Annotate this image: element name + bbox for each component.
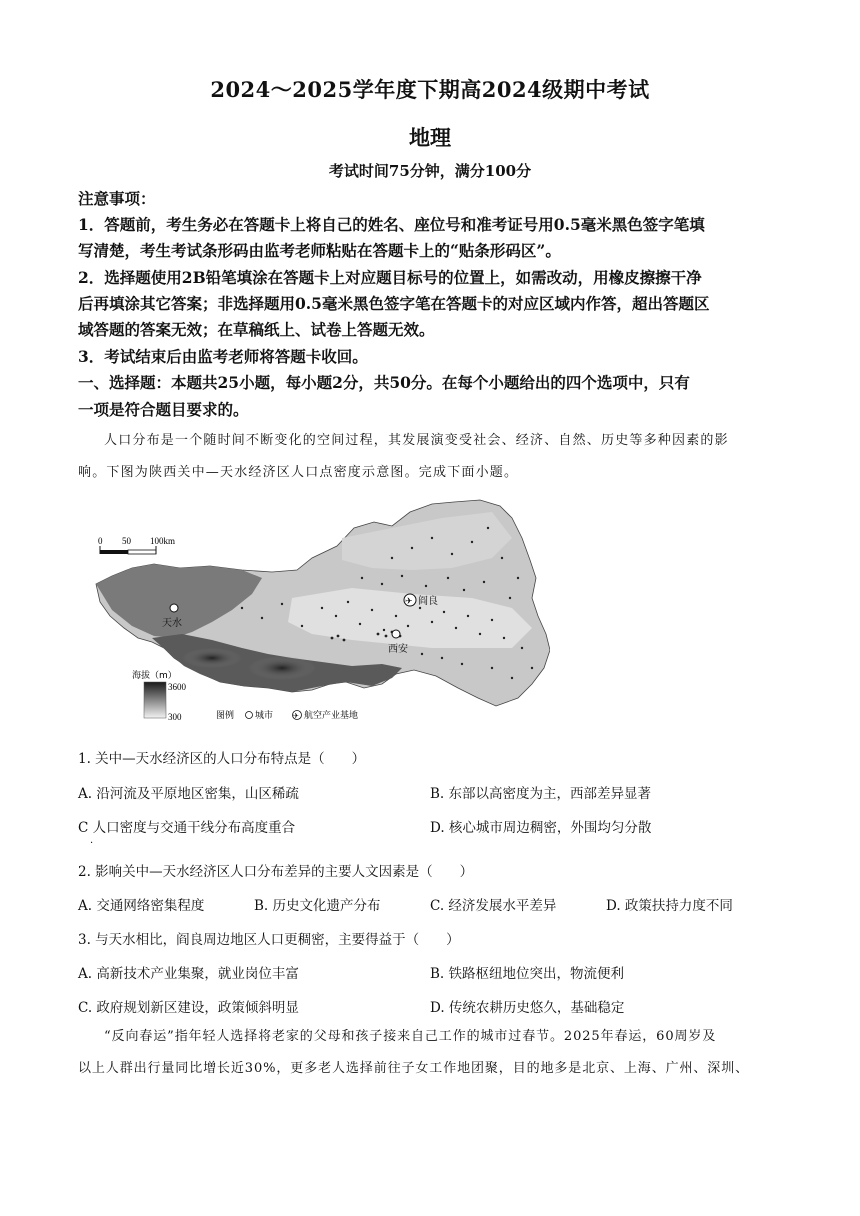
city-label-tianshui: 天水	[162, 618, 182, 629]
notes-heading: 注意事项：	[78, 189, 156, 208]
question-2-option-b: B. 历史文化遗产分布	[254, 898, 381, 914]
question-1-option-c: C 人口密度与交通干线分布高度重合	[78, 820, 296, 836]
question-1-option-a: A. 沿河流及平原地区密集，山区稀疏	[78, 786, 299, 802]
legend-elevation-title: 海拔（m）	[132, 671, 177, 681]
base-label-yanliang: 阎良	[418, 596, 438, 607]
question-3-option-d: D. 传统农耕历史悠久，基础稳定	[430, 1000, 625, 1016]
passage-1-line-1: 人口分布是一个随时间不断变化的空间过程，其发展演变受社会、经济、自然、历史等多种因素的影	[104, 433, 729, 448]
population-density-map	[92, 498, 550, 726]
question-3-option-b: B. 铁路枢纽地位突出，物流便利	[430, 966, 625, 982]
scale-label-100: 100km	[150, 536, 176, 546]
question-1-option-d: D. 核心城市周边稠密，外围均匀分散	[430, 820, 652, 836]
elevation-legend	[132, 669, 187, 722]
option-c-dot-mark: ·	[90, 838, 94, 849]
question-3-option-a: A. 高新技术产业集聚，就业岗位丰富	[78, 966, 299, 982]
exam-time-info: 考试时间75分钟，满分100分	[328, 162, 532, 180]
exam-title: 2024～2025学年度下期高2024级期中考试	[210, 77, 650, 102]
legend-label: 图例	[216, 711, 235, 721]
aviation-base-yanliang	[404, 594, 438, 607]
section-heading-line-1: 一、选择题：本题共25小题，每小题2分，共50分。在每个小题给出的四个选项中，只有	[78, 373, 690, 392]
subject-title: 地理	[409, 125, 451, 150]
scale-label-50: 50	[122, 536, 131, 546]
passage-2-line-1: “反向春运”指年轻人选择将老家的父母和孩子接来自己工作的城市过春节。2025年春运，60周岁及	[104, 1029, 717, 1044]
question-2-stem: 2. 影响关中—天水经济区人口分布差异的主要人文因素是（ ）	[78, 864, 474, 880]
notes-line-4: 后再填涂其它答案；非选择题用0.5毫米黑色签字笔在答题卡的对应区域内作答，超出答题区	[78, 294, 710, 313]
svg-text:✈: ✈	[293, 712, 299, 720]
question-2-option-a: A. 交通网络密集程度	[78, 898, 205, 914]
notes-line-5: 域答题的答案无效；在草稿纸上、试卷上答题无效。	[78, 320, 435, 339]
question-3-option-c: C. 政府规划新区建设，政策倾斜明显	[78, 1000, 299, 1016]
legend-elevation-max: 3600	[168, 682, 186, 692]
passage-2-line-2: 以上人群出行量同比增长近30%，更多老人选择前往子女工作地团聚，目的地多是北京、上海、广州、深圳、	[78, 1061, 749, 1076]
legend-elevation-min: 300	[168, 712, 182, 722]
airplane-icon: ✈	[405, 597, 413, 607]
scale-label-0: 0	[98, 536, 103, 546]
city-label-xian: 西安	[388, 644, 408, 655]
legend-base: 航空产业基地	[304, 711, 359, 721]
scale-bar	[98, 536, 175, 554]
question-2-option-d: D. 政策扶持力度不同	[606, 898, 733, 914]
notes-line-6: 3．考试结束后由监考老师将答题卡收回。	[78, 347, 368, 366]
legend-city: 城市	[255, 711, 274, 721]
legend	[216, 709, 358, 721]
question-3-stem: 3. 与天水相比，阎良周边地区人口更稠密，主要得益于（ ）	[78, 932, 460, 948]
notes-line-2: 写清楚，考生考试条形码由监考老师粘贴在答题卡上的“贴条形码区”。	[78, 241, 561, 260]
notes-line-1: 1．答题前，考生务必在答题卡上将自己的姓名、座位号和准考证号用0.5毫米黑色签字笔填	[78, 215, 705, 234]
city-symbol-icon	[246, 712, 253, 719]
passage-1-line-2: 响。下图为陕西关中—天水经济区人口点密度示意图。完成下面小题。	[78, 465, 519, 480]
question-1-option-b: B. 东部以高密度为主，西部差异显著	[430, 786, 652, 802]
question-2-option-c: C. 经济发展水平差异	[430, 898, 557, 914]
section-heading-line-2: 一项是符合题目要求的。	[78, 400, 249, 419]
notes-line-3: 2．选择题使用2B铅笔填涂在答题卡上对应题目标号的位置上，如需改动，用橡皮擦擦干净	[78, 268, 702, 287]
question-1-stem: 1. 关中—天水经济区的人口分布特点是（ ）	[78, 751, 366, 767]
